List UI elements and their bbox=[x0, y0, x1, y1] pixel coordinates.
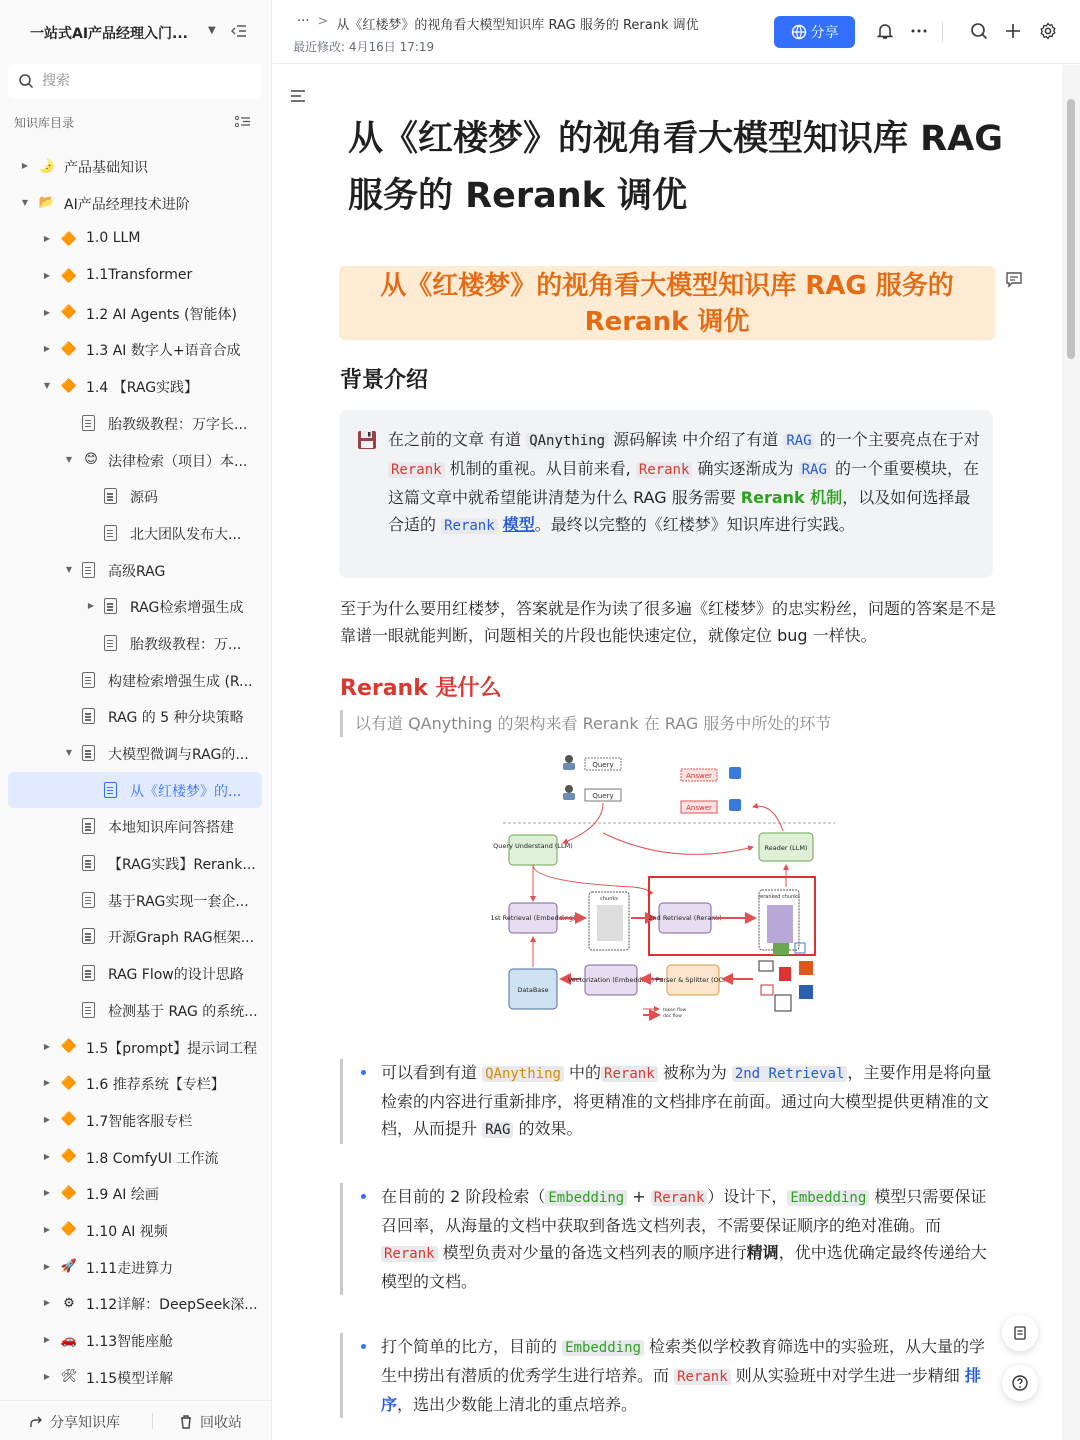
code-rerank: Rerank bbox=[601, 1066, 658, 1082]
expand-arrow-right-icon[interactable]: ▶ bbox=[43, 1335, 51, 1344]
workspace-dropdown-icon[interactable]: ▼ bbox=[208, 25, 216, 36]
legend-doc-flow: doc flow bbox=[663, 1014, 682, 1019]
doc-icon bbox=[82, 818, 95, 834]
expand-arrow-right-icon[interactable]: ▶ bbox=[43, 1298, 51, 1308]
sidebar-item[interactable] bbox=[8, 1029, 262, 1066]
floppy-disk-icon bbox=[357, 430, 377, 450]
sidebar-item[interactable] bbox=[8, 992, 262, 1029]
doc-icon bbox=[82, 745, 95, 761]
sidebar-item-label: 1.10 AI 视频 bbox=[86, 1223, 168, 1240]
sidebar-item[interactable] bbox=[8, 221, 262, 258]
recycle-bin-button[interactable] bbox=[178, 1412, 242, 1432]
tree-view-toggle-icon[interactable] bbox=[234, 113, 252, 131]
sidebar-item-label: 【RAG实践】Rerank... bbox=[108, 857, 256, 874]
info-t3: 的一个主要亮点在于对 bbox=[814, 430, 980, 449]
info-t7: ，以及如何选择最合适的 bbox=[388, 488, 971, 534]
add-icon[interactable] bbox=[1002, 20, 1024, 42]
sidebar-item-label: 开源Graph RAG框架... bbox=[108, 930, 255, 947]
expand-arrow-right-icon[interactable]: ▶ bbox=[43, 307, 51, 317]
user-icon bbox=[563, 755, 575, 770]
qanything-architecture-diagram[interactable] bbox=[490, 747, 835, 1045]
sidebar-item-label: 1.0 LLM bbox=[86, 230, 141, 247]
sidebar-item-label: AI产品经理技术进阶 bbox=[64, 196, 190, 213]
sidebar-item[interactable] bbox=[8, 698, 262, 735]
sidebar-item[interactable] bbox=[8, 295, 262, 332]
b2-t2: + bbox=[627, 1187, 651, 1206]
database-label: DataBase bbox=[517, 986, 549, 994]
sidebar-item-label: 胎教级教程：万字长... bbox=[108, 416, 248, 433]
b3-t4: ，选出少数能上清北的重点培养。 bbox=[397, 1395, 638, 1414]
folder-icon: 🔶 bbox=[60, 1149, 78, 1165]
quote-block: 以有道 QAnything 的架构来看 Rerank 在 RAG 服务中所处的环节 bbox=[340, 710, 831, 737]
reranked-chunks-label: reranked chunks bbox=[758, 894, 800, 900]
vectorization-label: Vectorization (Embedding) bbox=[567, 976, 655, 984]
doc-info-button[interactable] bbox=[1002, 1315, 1038, 1351]
bullet-item bbox=[361, 1333, 1000, 1418]
collapse-sidebar-icon[interactable] bbox=[230, 22, 248, 40]
breadcrumb bbox=[297, 14, 699, 33]
folder-icon: 🔶 bbox=[60, 231, 78, 247]
legend-token-flow: token flow bbox=[663, 1008, 687, 1013]
share-knowledge-base-label: 分享知识库 bbox=[50, 1415, 120, 1431]
answer-label-2: Answer bbox=[686, 804, 712, 812]
info-t2: 源码解读 中介绍了有道 bbox=[608, 430, 784, 449]
help-icon bbox=[1011, 1374, 1029, 1392]
sidebar-item-label: 1.4 【RAG实践】 bbox=[86, 380, 199, 397]
sidebar-item[interactable] bbox=[8, 845, 262, 882]
search-input[interactable] bbox=[42, 70, 242, 92]
query-label-1: Query bbox=[592, 761, 614, 769]
sidebar-item-label: 大模型微调与RAG的... bbox=[108, 747, 249, 763]
smiley-icon: 😊 bbox=[84, 452, 98, 467]
highlight-rerank-mechanism: Rerank 机制 bbox=[740, 488, 843, 507]
doc-icon bbox=[82, 415, 95, 431]
doc-icon bbox=[82, 892, 95, 908]
sidebar-item[interactable] bbox=[8, 1102, 262, 1139]
doc-icon bbox=[82, 928, 95, 944]
header-divider bbox=[942, 22, 943, 42]
document-list-icon bbox=[1012, 1325, 1028, 1341]
share-knowledge-base-button[interactable] bbox=[28, 1412, 120, 1432]
b1-t3: 被称为为 bbox=[657, 1063, 732, 1082]
search-box[interactable] bbox=[8, 64, 262, 98]
b1-t1: 可以看到有道 bbox=[381, 1063, 483, 1082]
info-t8: 。最终以完整的《红楼梦》知识库进行实践。 bbox=[534, 515, 855, 534]
sidebar-item-label: 1.6 推荐系统【专栏】 bbox=[86, 1077, 225, 1094]
b3-t2: 检索类似学校教育筛选中的实验班，从大量的学生中捞出有潜质的优秀学生进行培养。而 bbox=[381, 1337, 986, 1385]
sidebar-item[interactable] bbox=[8, 955, 262, 992]
sidebar bbox=[0, 0, 272, 1440]
heading-what-is-rerank: Rerank 是什么 bbox=[340, 676, 502, 701]
car-icon: 🚗 bbox=[60, 1332, 78, 1348]
bold-fine-tune: 精调 bbox=[746, 1243, 779, 1262]
sidebar-item-label: 1.8 ComfyUI 工作流 bbox=[86, 1150, 219, 1167]
sidebar-item-label: 法律检索（项目）本... bbox=[108, 453, 248, 470]
sidebar-item[interactable] bbox=[8, 258, 262, 295]
sidebar-item-label: 1.9 AI 绘画 bbox=[86, 1187, 159, 1204]
user-icon bbox=[563, 785, 575, 800]
comment-icon[interactable] bbox=[1005, 270, 1023, 288]
doc-icon bbox=[104, 525, 117, 541]
code-embedding: Embedding bbox=[545, 1190, 627, 1206]
code-rerank: Rerank bbox=[441, 518, 498, 534]
reader-label: Reader (LLM) bbox=[764, 844, 808, 852]
folder-icon: 📂 bbox=[38, 195, 56, 211]
sidebar-item-label: 1.1Transformer bbox=[86, 267, 193, 284]
share-icon bbox=[28, 1414, 44, 1430]
expand-arrow-right-icon[interactable]: ▶ bbox=[43, 1041, 51, 1051]
sidebar-item-label: 1.3 AI 数字人+语音合成 bbox=[86, 343, 241, 360]
sidebar-item-label: 产品基础知识 bbox=[64, 160, 148, 176]
share-button[interactable] bbox=[774, 16, 855, 48]
doc-icon bbox=[104, 635, 117, 651]
code-2nd-retrieval: 2nd Retrieval bbox=[732, 1066, 848, 1082]
sidebar-item[interactable] bbox=[8, 1139, 262, 1176]
more-options-icon[interactable] bbox=[908, 20, 930, 42]
callout-line1: 从《红楼梦》的视角看大模型知识库 RAG 服务的 bbox=[380, 271, 954, 301]
code-rerank: Rerank bbox=[388, 462, 445, 478]
sidebar-item[interactable] bbox=[8, 442, 262, 479]
sidebar-item[interactable] bbox=[8, 368, 262, 405]
expand-arrow-right-icon[interactable]: ▶ bbox=[43, 1078, 51, 1088]
code-qanything: QAnything bbox=[526, 433, 608, 449]
code-qanything: QAnything bbox=[482, 1066, 564, 1082]
sidebar-item-label: 1.11走进算力 bbox=[86, 1260, 174, 1277]
second-retrieval-label: 2nd Retrieval (Rerank) bbox=[648, 914, 722, 922]
sidebar-item[interactable] bbox=[8, 662, 262, 699]
doc-header bbox=[273, 0, 1080, 64]
breadcrumb-current[interactable]: 从《红楼梦》的视角看大模型知识库 RAG 服务的 Rerank 调优 bbox=[336, 18, 699, 33]
sidebar-item[interactable] bbox=[8, 331, 262, 368]
folder-icon: 🔶 bbox=[60, 378, 78, 394]
doc-title bbox=[348, 111, 1008, 225]
code-rerank: Rerank bbox=[651, 1190, 708, 1206]
chunks-label: chunks bbox=[600, 896, 618, 902]
folder-icon: 🔶 bbox=[60, 1112, 78, 1128]
workspace-title[interactable]: 一站式AI产品经理入门... bbox=[30, 26, 188, 42]
expand-arrow-right-icon[interactable]: ▶ bbox=[43, 344, 51, 354]
b1-t2: 中的 bbox=[563, 1063, 602, 1082]
sidebar-item[interactable] bbox=[8, 478, 262, 515]
folder-icon: 🔶 bbox=[60, 1185, 78, 1201]
bullet-block-3 bbox=[340, 1333, 1000, 1418]
sidebar-item[interactable] bbox=[8, 882, 262, 919]
sidebar-item[interactable] bbox=[8, 1359, 262, 1396]
outline-icon[interactable] bbox=[289, 87, 307, 105]
highlight-sort: 排序 bbox=[381, 1366, 981, 1414]
expand-arrow-down-icon[interactable]: ▼ bbox=[65, 564, 73, 574]
code-rag: RAG bbox=[783, 433, 814, 449]
bullet-item bbox=[361, 1059, 1000, 1144]
share-button-label: 分享 bbox=[810, 25, 839, 41]
parser-label: Parser & Splitter (OCR) bbox=[655, 976, 731, 984]
bullet-block-2 bbox=[340, 1183, 1000, 1295]
expand-arrow-right-icon[interactable]: ▶ bbox=[21, 161, 29, 170]
link-model[interactable]: 模型 bbox=[502, 515, 535, 534]
sidebar-item-label: 从《红楼梦》的... bbox=[130, 783, 242, 800]
sidebar-item[interactable] bbox=[8, 625, 262, 662]
robot-icon bbox=[729, 799, 741, 811]
bullet-block-1 bbox=[340, 1059, 1000, 1144]
sidebar-item-label: 胎教级教程：万... bbox=[130, 636, 242, 653]
doc-icon bbox=[82, 965, 95, 981]
b2-t4: 模型只需要保证召回率，从海量的文档中获取到备选文档列表，不需要保证顺序的绝对准确。而 bbox=[381, 1187, 987, 1235]
folder-emoji-icon: 🌛 bbox=[38, 158, 56, 174]
last-modified: 最近修改: 4月16日 17:19 bbox=[293, 40, 435, 54]
sidebar-item-label: RAG检索增强生成 bbox=[130, 600, 244, 617]
code-rag: RAG bbox=[482, 1122, 513, 1138]
doc-icon bbox=[104, 598, 117, 614]
expand-arrow-right-icon[interactable]: ▶ bbox=[43, 271, 51, 281]
doc-icon bbox=[82, 708, 95, 724]
b2-t5: 模型负责对少量的备选文档列表的顺序进行 bbox=[437, 1243, 747, 1262]
query-label-2: Query bbox=[592, 792, 614, 800]
file-type-icons bbox=[759, 943, 813, 1011]
info-t4: 机制的重视。从目前来看, bbox=[444, 459, 636, 478]
code-rag: RAG bbox=[799, 462, 830, 478]
info-callout bbox=[339, 410, 993, 578]
first-retrieval-label: 1st Retrieval (Embedding) bbox=[490, 914, 576, 922]
sidebar-item-label: RAG Flow的设计思路 bbox=[108, 967, 244, 984]
sidebar-item-label: 1.13智能座舱 bbox=[86, 1334, 174, 1350]
folder-icon: 🔶 bbox=[60, 341, 78, 357]
expand-arrow-right-icon[interactable]: ▶ bbox=[43, 1224, 51, 1234]
sidebar-item[interactable] bbox=[8, 1322, 262, 1359]
expand-arrow-right-icon[interactable]: ▶ bbox=[43, 234, 51, 244]
b3-t1: 打个简单的比方，目前的 bbox=[381, 1337, 563, 1356]
code-embedding: Embedding bbox=[787, 1190, 869, 1206]
sidebar-item-label: 1.12详解：DeepSeek深... bbox=[86, 1297, 258, 1314]
sidebar-item-label: 1.15模型详解 bbox=[86, 1370, 174, 1387]
paragraph-why-hongloumeng: 至于为什么要用红楼梦，答案就是作为读了很多遍《红楼梦》的忠实粉丝，问题的答案是不是靠谱一眼就能判断，问题相关的片段也能快速定位，就像定位 bug 一样快。 bbox=[340, 599, 997, 645]
folder-icon: 🔶 bbox=[60, 305, 78, 321]
search-icon bbox=[18, 73, 34, 89]
sidebar-footer bbox=[0, 1400, 272, 1440]
info-t1: 在之前的文章 有道 bbox=[388, 430, 527, 449]
doc-title-line2: 服务的 Rerank 调优 bbox=[348, 176, 688, 216]
sidebar-item[interactable] bbox=[8, 1175, 262, 1212]
rocket-icon: 🚀 bbox=[60, 1259, 78, 1275]
doc-icon bbox=[82, 562, 95, 578]
globe-icon bbox=[791, 24, 807, 40]
b1-t4: ，主要作用是将向量检索的内容进行重新排序，将更精准的文档排序在前面。通过向大模型提供更精准的文档，从而提升 bbox=[381, 1063, 992, 1138]
sidebar-item[interactable] bbox=[8, 1285, 262, 1322]
sidebar-item[interactable] bbox=[8, 148, 262, 185]
b2-t6: ，优中选优确定最终传递给大模型的文档。 bbox=[381, 1243, 987, 1291]
sidebar-item-label: 高级RAG bbox=[108, 563, 166, 580]
doc-icon bbox=[104, 488, 117, 504]
scrollbar-thumb[interactable] bbox=[1067, 99, 1075, 359]
title-callout bbox=[339, 266, 995, 340]
gear-icon: ⚙ bbox=[63, 1295, 75, 1311]
help-button[interactable] bbox=[1002, 1365, 1038, 1401]
answer-label-1: Answer bbox=[686, 772, 712, 780]
callout-line2: Rerank 调优 bbox=[584, 307, 750, 337]
expand-arrow-down-icon[interactable]: ▼ bbox=[65, 454, 73, 464]
query-understand-box bbox=[509, 835, 557, 865]
doc-icon bbox=[82, 855, 95, 871]
doc-title-line1: 从《红楼梦》的视角看大模型知识库 RAG bbox=[348, 119, 1003, 159]
knowledge-tree bbox=[8, 148, 262, 1395]
expand-arrow-down-icon[interactable]: ▼ bbox=[43, 381, 51, 391]
bell-icon[interactable] bbox=[874, 20, 896, 42]
code-rerank: Rerank bbox=[381, 1246, 438, 1262]
sidebar-item-label: 1.2 AI Agents (智能体) bbox=[86, 306, 237, 323]
expand-arrow-right-icon[interactable]: ▶ bbox=[43, 1114, 51, 1124]
folder-icon: 🔶 bbox=[60, 1222, 78, 1238]
sidebar-item-label: 1.7智能客服专栏 bbox=[86, 1113, 193, 1130]
sidebar-item-label: 检测基于 RAG 的系统... bbox=[108, 1003, 258, 1020]
sidebar-item[interactable] bbox=[8, 735, 262, 772]
bullet-item bbox=[361, 1183, 1000, 1295]
robot-icon bbox=[729, 767, 741, 779]
doc-icon bbox=[82, 1002, 95, 1018]
info-text bbox=[388, 426, 980, 540]
recycle-bin-label: 回收站 bbox=[200, 1415, 242, 1431]
folder-icon: 🔶 bbox=[60, 268, 78, 284]
workspace-header[interactable] bbox=[30, 20, 260, 46]
code-embedding: Embedding bbox=[562, 1340, 644, 1356]
sidebar-item[interactable] bbox=[8, 1212, 262, 1249]
tools-icon: 🛠 bbox=[60, 1369, 78, 1385]
footer-divider bbox=[152, 1413, 153, 1429]
sidebar-item[interactable] bbox=[8, 405, 262, 442]
doc-icon bbox=[82, 672, 95, 688]
expand-arrow-right-icon[interactable]: ▶ bbox=[87, 601, 95, 611]
expand-arrow-down-icon[interactable]: ▼ bbox=[65, 748, 73, 757]
sidebar-item-label: 北大团队发布大... bbox=[130, 526, 242, 543]
sidebar-item[interactable] bbox=[8, 772, 262, 809]
reranked-chunks-list bbox=[767, 905, 793, 943]
settings-icon[interactable] bbox=[1037, 20, 1059, 42]
expand-arrow-right-icon[interactable]: ▶ bbox=[43, 1151, 51, 1161]
expand-arrow-right-icon[interactable]: ▶ bbox=[43, 1261, 51, 1271]
b2-t1: 在目前的 2 阶段检索（ bbox=[381, 1187, 546, 1206]
expand-arrow-down-icon[interactable]: ▼ bbox=[21, 197, 29, 207]
info-t6: 的一个重要模块，在这篇文章中就希望能讲清楚为什么 RAG 服务需要 bbox=[388, 459, 979, 507]
sidebar-item-label: 构建检索增强生成 (R... bbox=[108, 673, 253, 690]
sidebar-item[interactable] bbox=[8, 515, 262, 552]
query-understand-label: Query Understand (LLM) bbox=[493, 842, 573, 850]
trash-icon bbox=[178, 1414, 194, 1430]
vertical-scrollbar[interactable] bbox=[1062, 65, 1080, 1440]
sidebar-item-label: 1.5【prompt】提示词工程 bbox=[86, 1040, 258, 1057]
sidebar-item-label: RAG 的 5 种分块策略 bbox=[108, 710, 244, 727]
chunks-list bbox=[597, 905, 623, 941]
expand-arrow-right-icon[interactable]: ▶ bbox=[43, 1188, 51, 1198]
folder-icon: 🔶 bbox=[60, 1075, 78, 1091]
sidebar-item[interactable] bbox=[8, 1065, 262, 1102]
breadcrumb-more-button[interactable]: ··· bbox=[297, 14, 310, 29]
sidebar-item[interactable] bbox=[8, 185, 262, 222]
heading-background: 背景介绍 bbox=[340, 368, 429, 393]
sidebar-item[interactable] bbox=[8, 552, 262, 589]
sidebar-item[interactable] bbox=[8, 1249, 262, 1286]
code-rerank: Rerank bbox=[674, 1369, 731, 1385]
sidebar-item-label: 本地知识库问答搭建 bbox=[108, 820, 234, 837]
b2-t3: ）设计下， bbox=[707, 1187, 788, 1206]
expand-arrow-right-icon[interactable]: ▶ bbox=[43, 1371, 51, 1381]
search-doc-icon[interactable] bbox=[968, 20, 990, 42]
b1-t5: 的效果。 bbox=[513, 1119, 583, 1138]
folder-icon: 🔶 bbox=[60, 1039, 78, 1054]
sidebar-item[interactable] bbox=[8, 588, 262, 625]
sidebar-item[interactable] bbox=[8, 918, 262, 955]
sidebar-item-label: 源码 bbox=[130, 490, 158, 507]
info-t5: 确实逐渐成为 bbox=[692, 459, 799, 478]
code-rerank: Rerank bbox=[636, 462, 693, 478]
sidebar-item-label: 基于RAG实现一套企... bbox=[108, 893, 249, 910]
doc-content bbox=[273, 65, 1061, 1440]
doc-icon bbox=[104, 782, 117, 798]
breadcrumb-separator: > bbox=[317, 14, 329, 29]
sidebar-item[interactable] bbox=[8, 808, 262, 845]
b3-t3: 则从实验班中对学生进一步精细 bbox=[730, 1366, 965, 1385]
directory-label: 知识库目录 bbox=[14, 116, 75, 130]
